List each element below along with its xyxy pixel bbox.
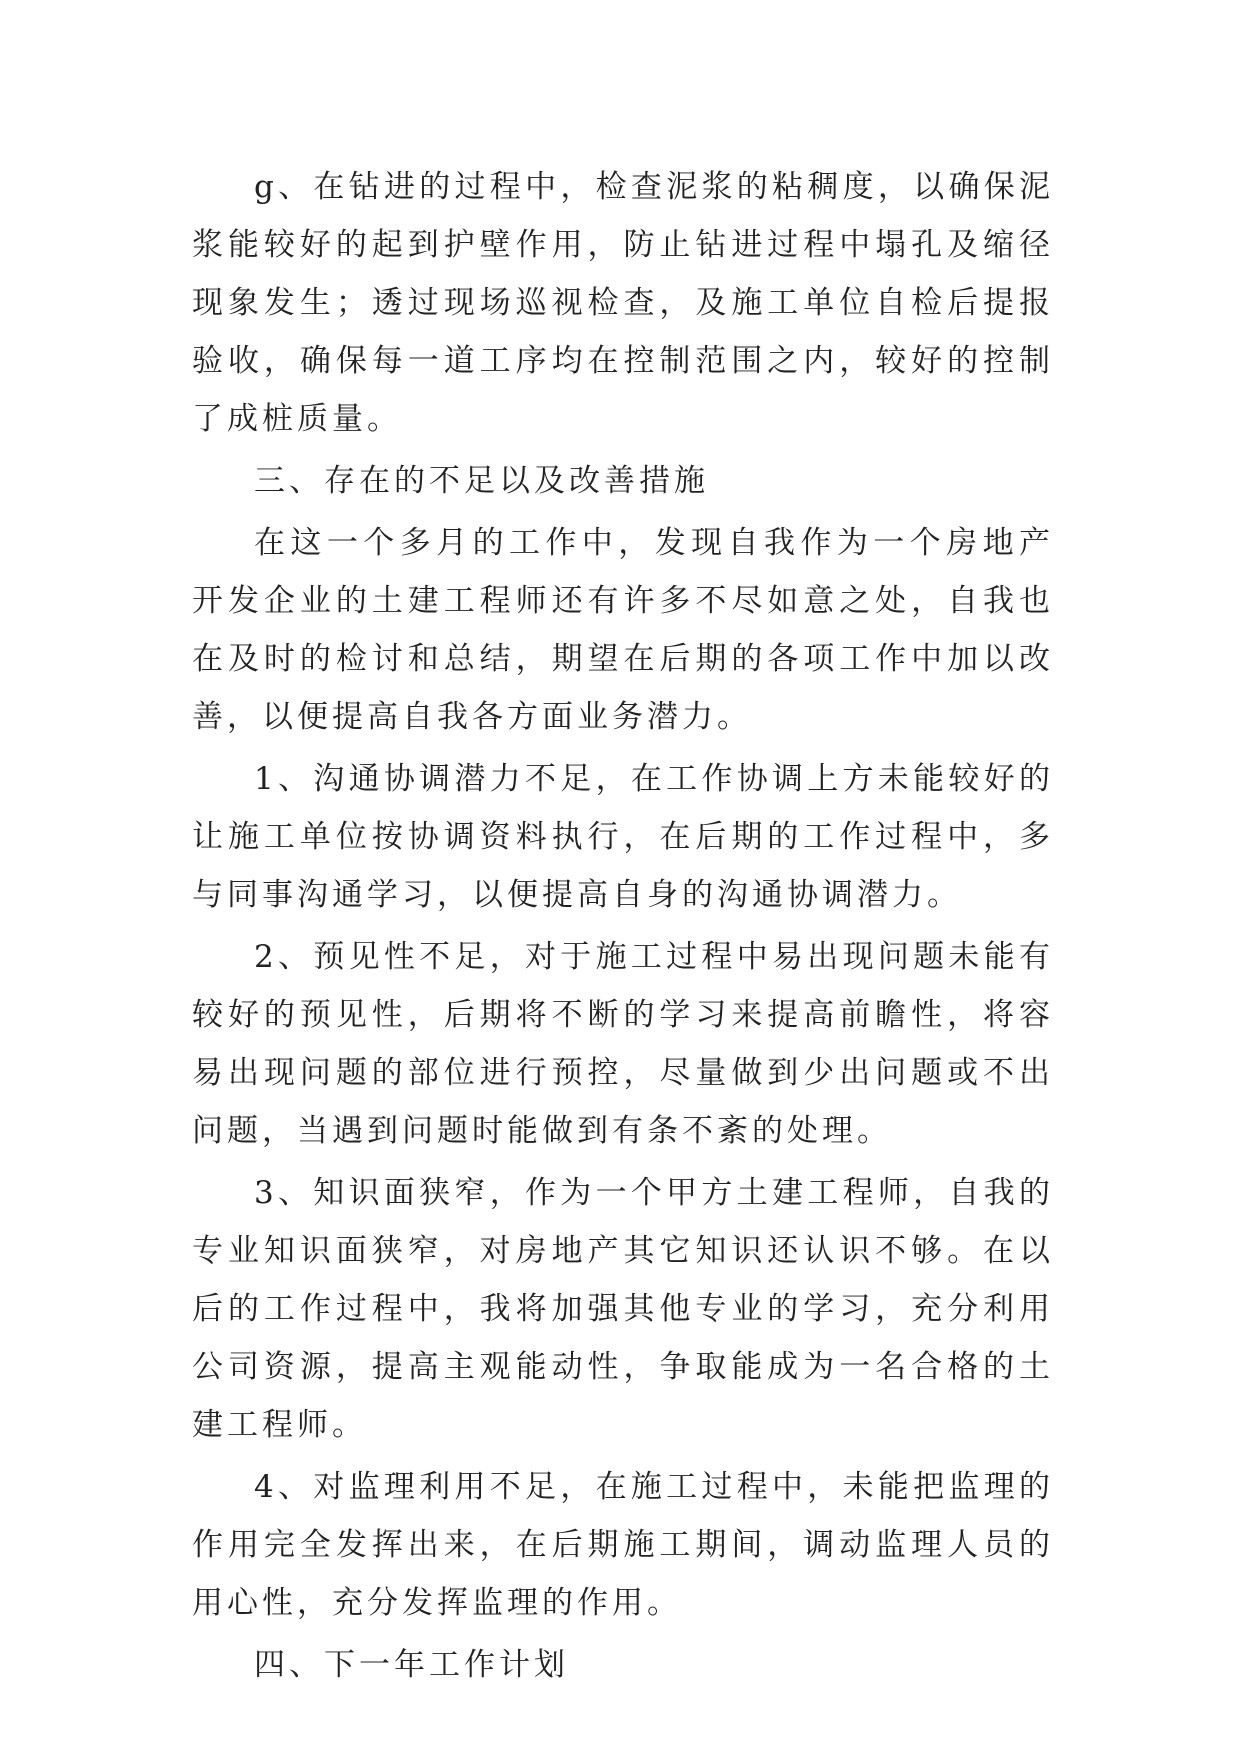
paragraph-communication: 1、沟通协调潜力不足，在工作协调上方未能较好的让施工单位按协调资料执行，在后期的工作过程中，多与同事沟通学习，以便提高自身的沟通协调潜力。 [192, 761, 1054, 913]
paragraph-supervision: 4、对监理利用不足，在施工过程中，未能把监理的作用完全发挥出来，在后期施工期间，调动监理人员的用心性，充分发挥监理的作用。 [192, 1469, 1054, 1621]
section-heading-next-year-plan: 四、下一年工作计划 [254, 1647, 569, 1683]
paragraph-foresight: 2、预见性不足，对于施工过程中易出现问题未能有较好的预见性，后期将不断的学习来提高前瞻性，将容易出现问题的部位进行预控，尽量做到少出问题或不出问题，当遇到问题时能做到有条不紊的处理。 [192, 939, 1054, 1149]
paragraph-drilling-mud-check: g、在钻进的过程中，检查泥浆的粘稠度，以确保泥浆能较好的起到护壁作用，防止钻进过程中塌孔及缩径现象发生；透过现场巡视检查，及施工单位自检后提报验收，确保每一道工序均在控制范围之内，较好的控制了成桩质量。 [192, 169, 1054, 437]
paragraph-self-review: 在这一个多月的工作中，发现自我作为一个房地产开发企业的土建工程师还有许多不尽如意之处，自我也在及时的检讨和总结，期望在后期的各项工作中加以改善，以便提高自我各方面业务潜力。 [192, 525, 1054, 735]
section-heading-shortcomings: 三、存在的不足以及改善措施 [254, 463, 709, 499]
document-body [192, 158, 1054, 1694]
paragraph-knowledge: 3、知识面狭窄，作为一个甲方土建工程师，自我的专业知识面狭窄，对房地产其它知识还认识不够。在以后的工作过程中，我将加强其他专业的学习，充分利用公司资源，提高主观能动性，争取能成为一名合格的土建工程师。 [192, 1175, 1054, 1443]
